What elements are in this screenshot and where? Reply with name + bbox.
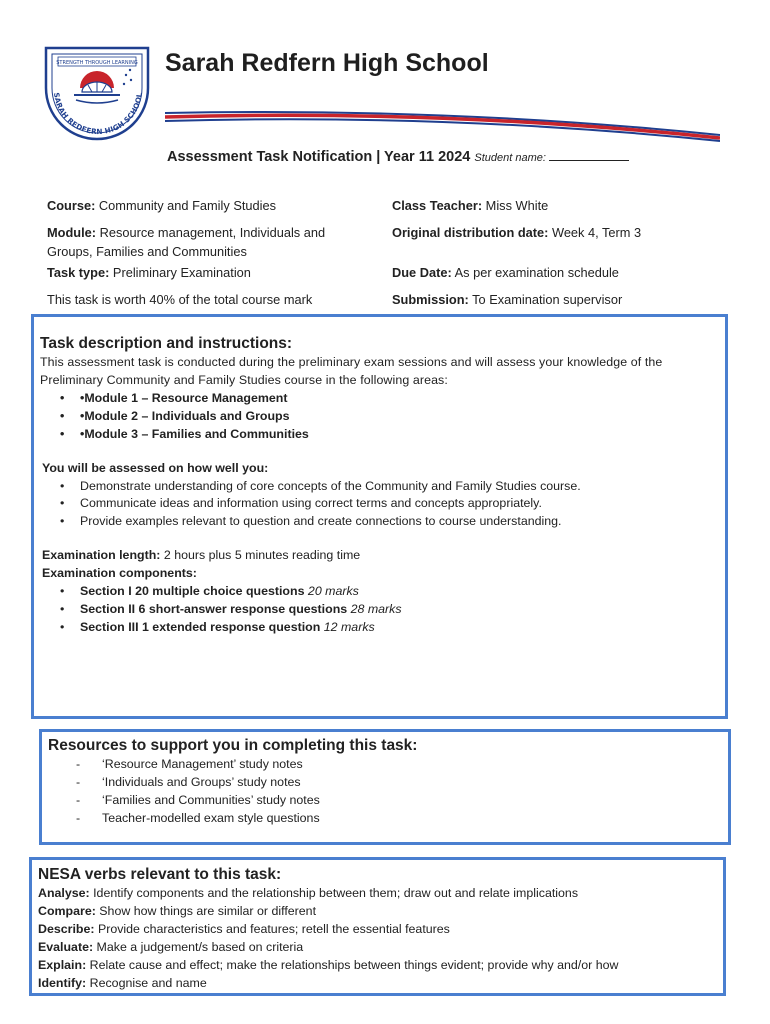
exam-length	[40, 547, 720, 565]
list-item: • Section II 6 short-answer response questions 28 marks	[40, 601, 720, 619]
school-title: Sarah Redfern High School	[165, 49, 489, 77]
list-item: - ‘Resource Management’ study notes	[48, 756, 718, 774]
teacher-label: Class Teacher:	[392, 198, 483, 213]
verb-row: Evaluate: Make a judgement/s based on criteria	[38, 939, 304, 954]
list-item: - ‘Families and Communities’ study notes	[48, 792, 718, 810]
course-label: Course:	[47, 198, 96, 213]
worth-info: This task is worth 40% of the total course mark	[47, 292, 313, 307]
exam-length-value: 2 hours plus 5 minutes reading time	[163, 548, 361, 563]
exam-length-label: Examination length:	[42, 548, 161, 563]
submission-info	[392, 291, 622, 310]
module-list	[40, 390, 720, 444]
resources-box	[39, 729, 731, 845]
components-label: Examination components:	[42, 566, 197, 581]
logo-ring-text: SARAH REDFERN HIGH SCHOOL	[52, 91, 144, 137]
nesa-heading: NESA verbs relevant to this task:	[38, 866, 282, 883]
nesa-verbs-box	[29, 857, 726, 996]
course-info	[47, 197, 276, 216]
module-value: Resource management, Individuals and Groups, Families and Communities	[47, 225, 326, 259]
task-type-value: Preliminary Examination	[112, 265, 251, 280]
task-description-box	[31, 314, 728, 719]
submission-value: To Examination supervisor	[472, 292, 623, 307]
assessed-list	[40, 478, 720, 532]
list-item: • Provide examples relevant to question and create connections to course understanding.	[40, 513, 720, 531]
due-date-value: As per examination schedule	[454, 265, 619, 280]
list-item: • Section III 1 extended response question 12 marks	[40, 619, 720, 637]
logo-banner-text: STRENGTH THROUGH LEARNING	[56, 60, 138, 66]
list-item: • •Module 2 – Individuals and Groups	[40, 408, 720, 426]
verb-row: Explain: Relate cause and effect; make the relationships between things evident; provide why and/or how	[38, 957, 619, 972]
due-date-info	[392, 264, 619, 283]
resources-list	[48, 756, 718, 828]
list-item: • •Module 1 – Resource Management	[40, 390, 720, 408]
course-value: Community and Family Studies	[98, 198, 277, 213]
distribution-info	[392, 224, 662, 243]
task-intro: This assessment task is conducted during the preliminary exam sessions and will assess your knowledge of the Preliminary Community and Family Studies course in the following areas:	[40, 354, 663, 387]
verb-row: Identify: Recognise and name	[38, 975, 207, 990]
list-item: • Section I 20 multiple choice questions 20 marks	[40, 583, 720, 601]
module-info	[47, 224, 367, 261]
list-item: • Demonstrate understanding of core concepts of the Community and Family Studies course.	[40, 478, 720, 496]
notification-title: Assessment Task Notification | Year 11 2024	[167, 149, 471, 165]
notification-line	[167, 147, 629, 168]
verb-row: Describe: Provide characteristics and features; retell the essential features	[38, 921, 450, 936]
task-type-label: Task type:	[47, 265, 110, 280]
distribution-label: Original distribution date:	[392, 225, 549, 240]
verb-row: Analyse: Identify components and the relationship between them; draw out and relate implications	[38, 885, 579, 900]
list-item: • •Module 3 – Families and Communities	[40, 426, 720, 444]
school-logo	[38, 40, 156, 145]
list-item: • Communicate ideas and information using correct terms and concepts appropriately.	[40, 495, 720, 513]
list-item: - ‘Individuals and Groups’ study notes	[48, 774, 718, 792]
submission-label: Submission:	[392, 292, 469, 307]
distribution-value: Week 4, Term 3	[551, 225, 642, 240]
verb-row: Compare: Show how things are similar or different	[38, 903, 317, 918]
task-type-info	[47, 264, 251, 283]
resources-heading: Resources to support you in completing this task:	[48, 737, 418, 754]
assessed-heading: You will be assessed on how well you:	[42, 460, 269, 475]
student-name-label: Student name:	[474, 152, 546, 164]
list-item: - Teacher-modelled exam style questions	[48, 810, 718, 828]
due-date-label: Due Date:	[392, 265, 452, 280]
header-swoosh	[165, 105, 720, 145]
teacher-info	[392, 197, 548, 216]
components-list	[40, 583, 720, 637]
student-name-field[interactable]	[549, 148, 629, 161]
teacher-value: Miss White	[485, 198, 549, 213]
module-label: Module:	[47, 225, 97, 240]
task-heading: Task description and instructions:	[40, 335, 293, 352]
